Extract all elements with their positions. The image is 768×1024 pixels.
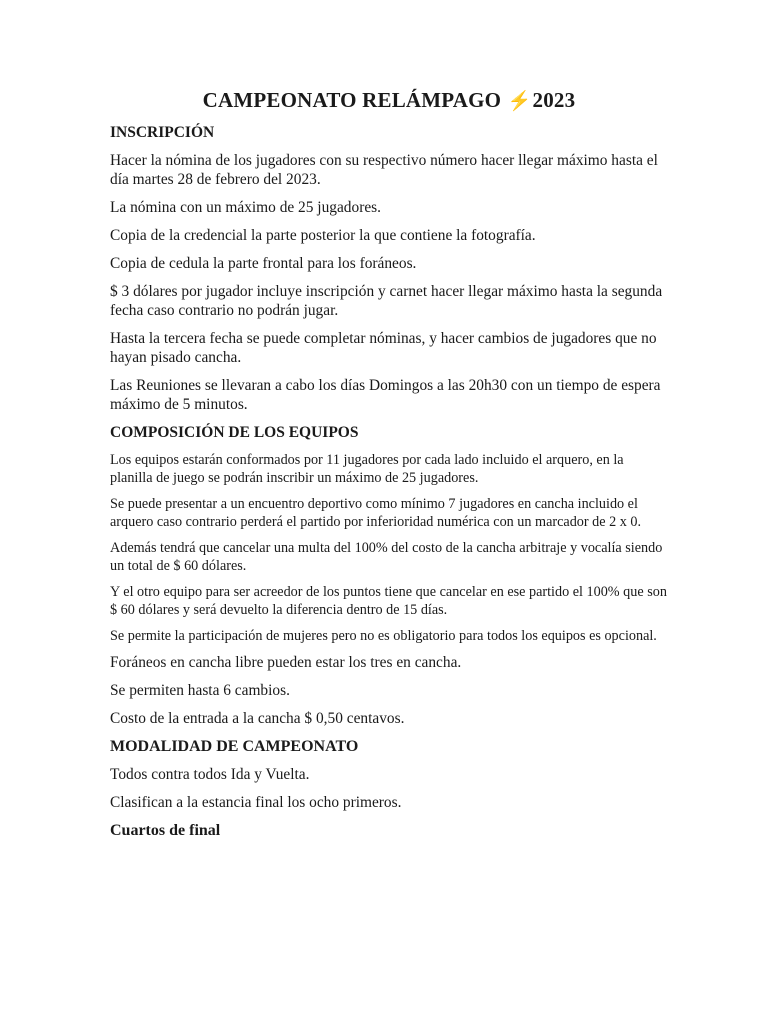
paragraph: Las Reuniones se llevaran a cabo los días Domingos a las 20h30 con un tiempo de espera máximo de 5 minutos. [110, 377, 661, 413]
paragraph: Y el otro equipo para ser acreedor de los puntos tiene que cancelar en ese partido el 100% que son $ 60 dólares y será devuelto la diferencia dentro de 15 días. [110, 584, 667, 618]
document-title [110, 88, 668, 113]
section-heading-cuartos-de-final: Cuartos de final [110, 822, 221, 839]
paragraph: Costo de la entrada a la cancha $ 0,50 centavos. [110, 710, 405, 727]
paragraph: Se permite la participación de mujeres pero no es obligatorio para todos los equipos es opcional. [110, 628, 657, 644]
lightning-bolt-icon: ⚡ [507, 91, 532, 112]
section-heading-inscripcion: INSCRIPCIÓN [110, 124, 215, 141]
paragraph: Se permiten hasta 6 cambios. [110, 682, 290, 699]
paragraph: Foráneos en cancha libre pueden estar los tres en cancha. [110, 654, 462, 671]
paragraph: Hacer la nómina de los jugadores con su respectivo número hacer llegar máximo hasta el día martes 28 de febrero del 2023. [110, 152, 658, 188]
paragraph: La nómina con un máximo de 25 jugadores. [110, 199, 381, 216]
paragraph: Hasta la tercera fecha se puede completar nóminas, y hacer cambios de jugadores que no hayan pisado cancha. [110, 330, 657, 366]
paragraph: Clasifican a la estancia final los ocho primeros. [110, 794, 402, 811]
paragraph: Copia de cedula la parte frontal para los foráneos. [110, 255, 417, 272]
paragraph: Además tendrá que cancelar una multa del 100% del costo de la cancha arbitraje y vocalía siendo un total de $ 60 dólares. [110, 540, 663, 574]
document-title-text: CAMPEONATO RELÁMPAGO [202, 88, 502, 112]
paragraph: Todos contra todos Ida y Vuelta. [110, 766, 310, 783]
document-title-year: 2023 [532, 88, 576, 112]
section-heading-composicion: COMPOSICIÓN DE LOS EQUIPOS [110, 424, 359, 441]
section-heading-modalidad: MODALIDAD DE CAMPEONATO [110, 738, 359, 755]
paragraph: $ 3 dólares por jugador incluye inscripción y carnet hacer llegar máximo hasta la segunda fecha caso contrario no podrán jugar. [110, 283, 663, 319]
paragraph: Se puede presentar a un encuentro deportivo como mínimo 7 jugadores en cancha incluido el arquero caso contrario perderá el partido por inferioridad numérica con un marcador de 2 x 0. [110, 496, 642, 530]
paragraph: Copia de la credencial la parte posterior la que contiene la fotografía. [110, 227, 536, 244]
paragraph: Los equipos estarán conformados por 11 jugadores por cada lado incluido el arquero, en la planilla de juego se podrán inscribir un máximo de 25 jugadores. [110, 452, 624, 486]
